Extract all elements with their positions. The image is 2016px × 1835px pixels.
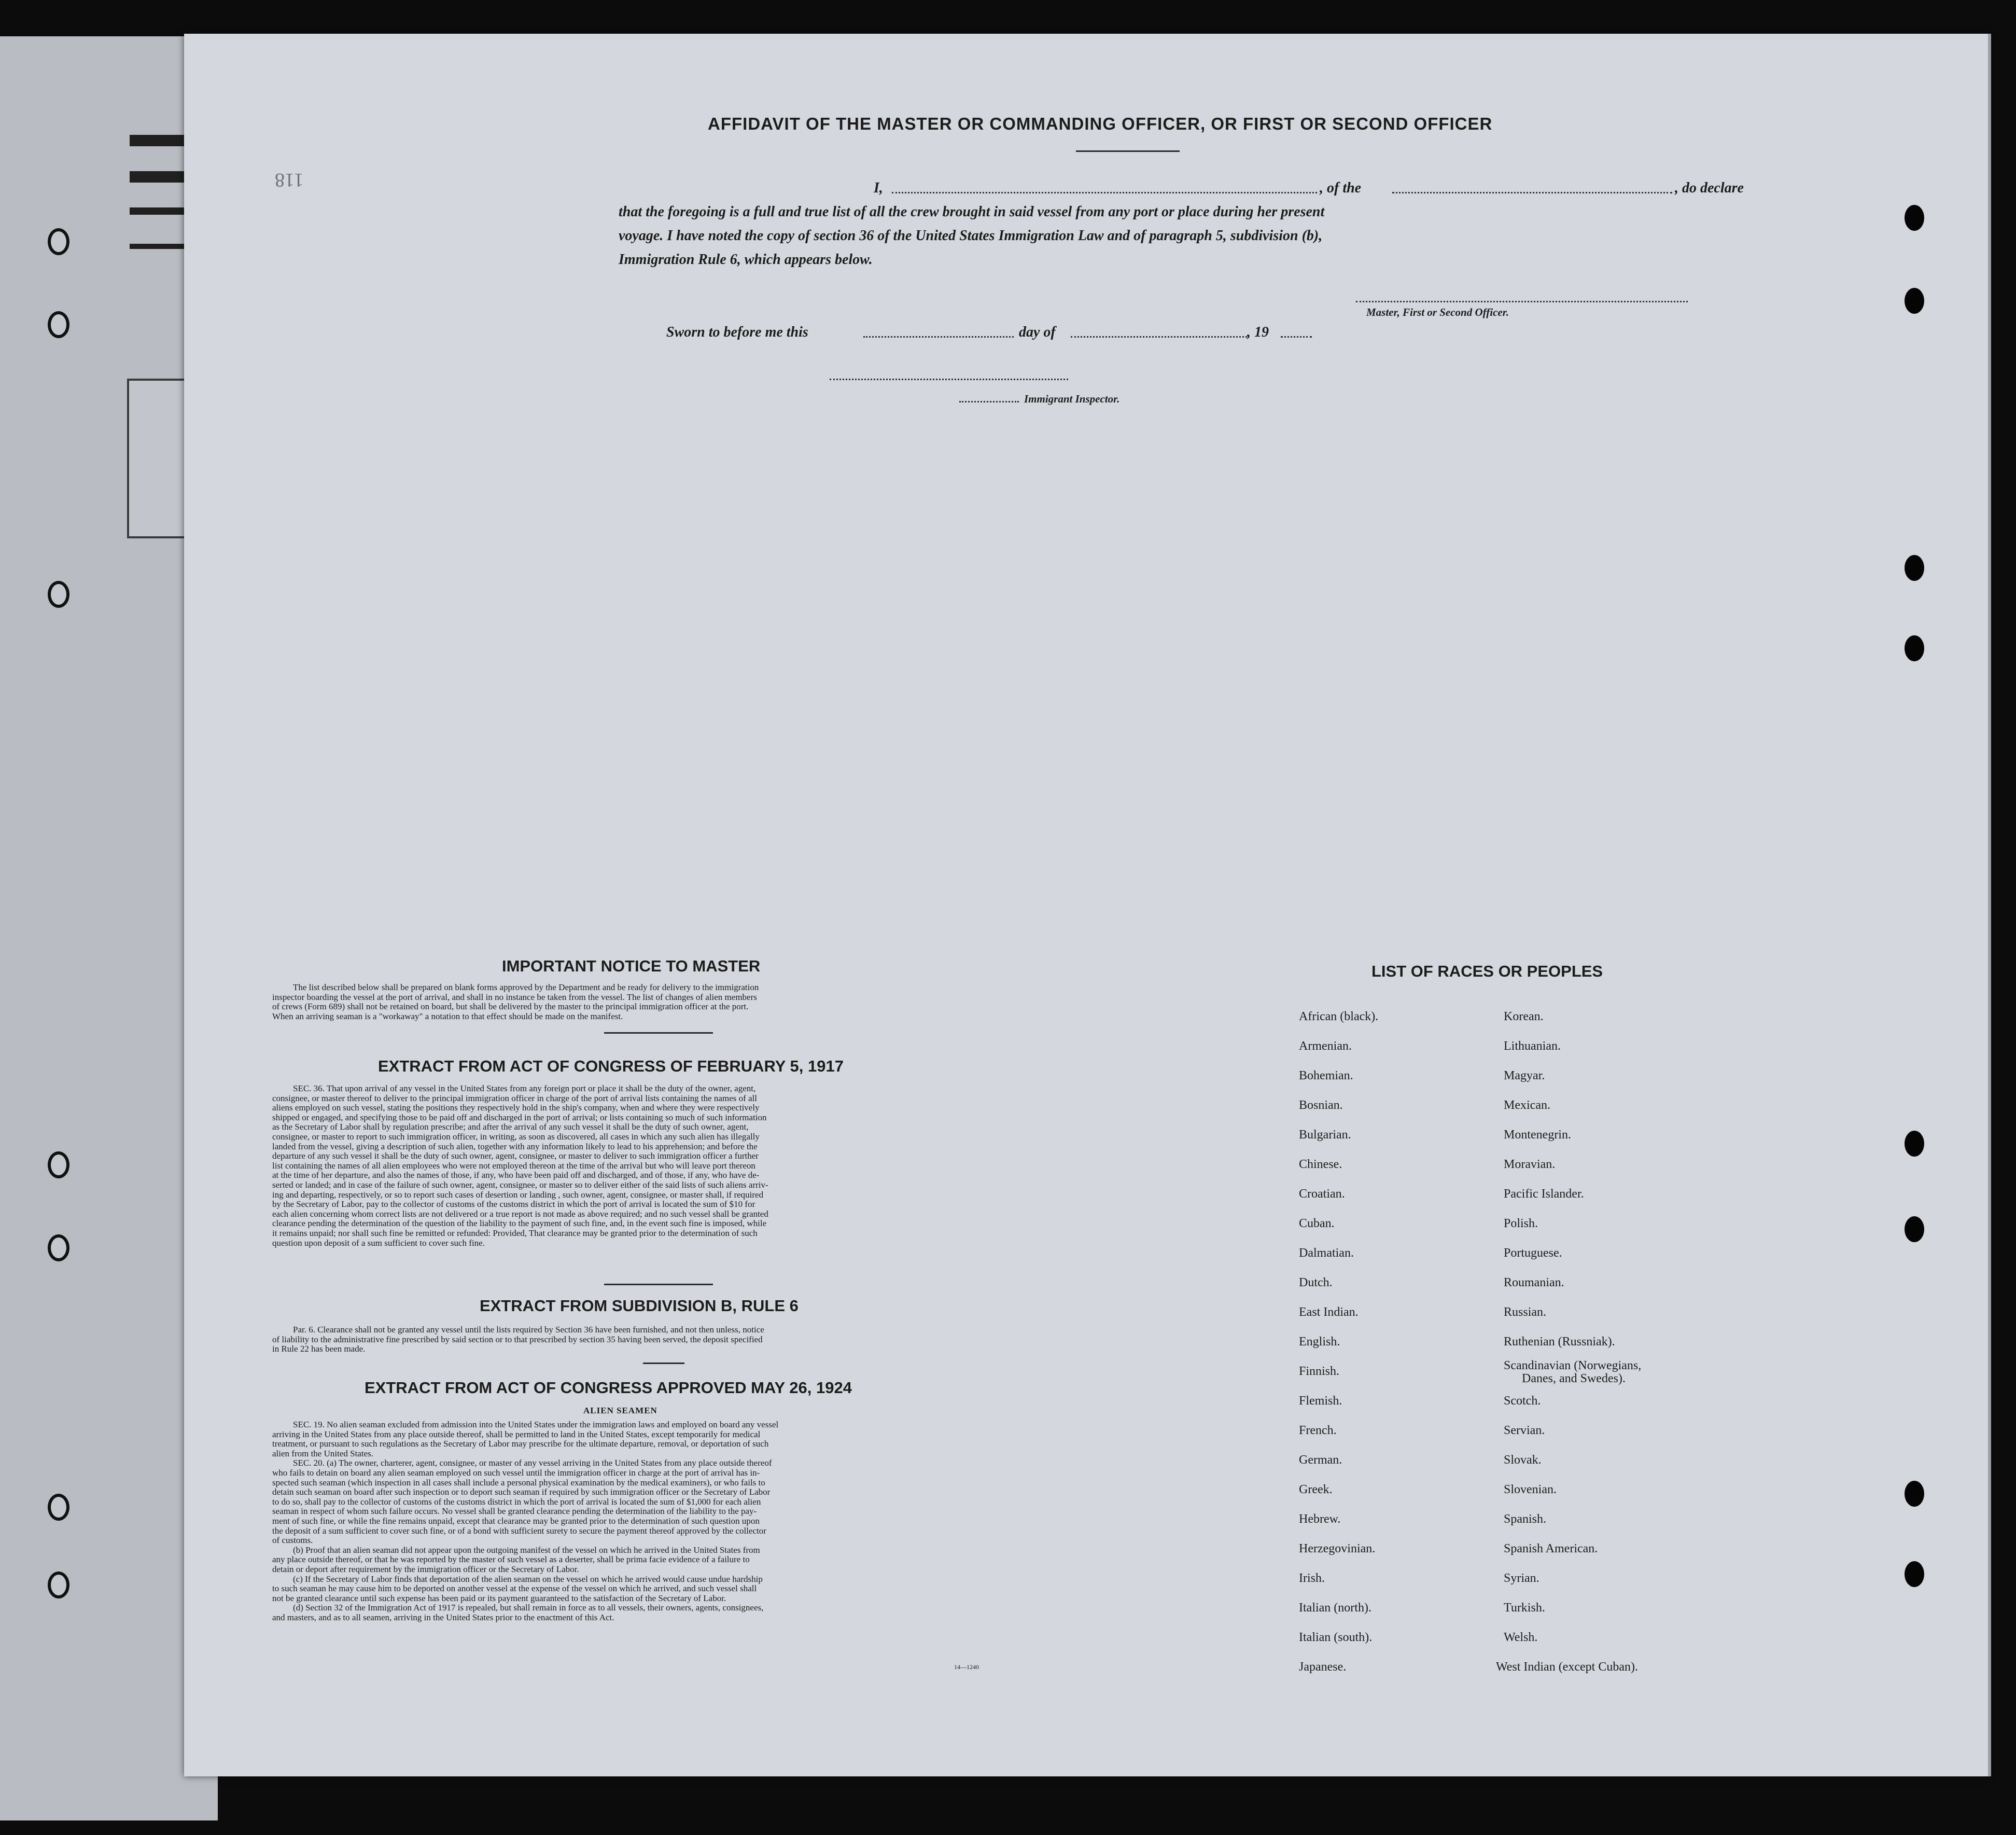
extract-1917-line: by the Secretary of Labor, pay to the collector of customs of the customs district in which the port of arrival is located the sum of $10 for — [272, 1199, 755, 1210]
extract-1924-line: treatment, or pursuant to such regulations as the Secretary of Labor may prescribe for the ultimate departure, removal, or deportation of such — [272, 1439, 769, 1449]
race-item: Italian (south). — [1299, 1631, 1373, 1644]
binder-ring-hole — [48, 311, 69, 338]
sworn-prefix: Sworn to before me this — [666, 324, 808, 340]
race-item: Hebrew. — [1299, 1512, 1341, 1526]
race-item: Croatian. — [1299, 1187, 1345, 1201]
extract-1917-line: at the time of her departure, and also the names of those, if any, who have been paid off and discharged, and of those, if any, who have de- — [272, 1170, 760, 1180]
race-item: Montenegrin. — [1504, 1128, 1571, 1142]
extract-1924-line: detain or deport after requirement by the immigration officer or the Secretary of Labor. — [272, 1564, 579, 1574]
race-item: Mexican. — [1504, 1099, 1550, 1112]
margin-number: 118 — [275, 169, 304, 191]
race-item: Dutch. — [1299, 1276, 1333, 1289]
extract-1924-line: who fails to detain on board any alien seaman employed on such vessel until the immigration officer in charge at the port of arrival has in- — [272, 1467, 760, 1478]
race-item: Scandinavian (Norwegians, — [1504, 1359, 1642, 1372]
race-item: Bulgarian. — [1299, 1128, 1351, 1142]
sworn-day-of: day of — [1019, 324, 1056, 340]
race-item: French. — [1299, 1424, 1337, 1437]
extract-1917-line: shipped or engaged, and specifying those to be paid off and discharged in the port of arrival; or lists containing so much of such information — [272, 1112, 767, 1122]
race-item: Welsh. — [1504, 1631, 1538, 1644]
race-item: West Indian (except Cuban). — [1496, 1660, 1638, 1674]
race-item: East Indian. — [1299, 1305, 1359, 1319]
race-item: Chinese. — [1299, 1158, 1342, 1171]
punch-hole — [1905, 1561, 1924, 1587]
extract-1924-subtitle: ALIEN SEAMEN — [583, 1406, 657, 1415]
punch-hole — [1905, 1131, 1924, 1157]
race-item: Slovenian. — [1504, 1483, 1557, 1496]
affidavit-title-rule — [1076, 150, 1180, 152]
punch-hole — [1905, 635, 1924, 661]
sworn-year-blank — [1281, 336, 1312, 338]
extract-1924-line: any place outside thereof, or that he was reported by the master of such vessel as a deserter, shall be prima facie evidence of a failure to — [272, 1554, 750, 1565]
race-item: Servian. — [1504, 1424, 1545, 1437]
form-page — [184, 34, 1991, 1776]
notice-line: inspector boarding the vessel at the port of arrival, and shall in no instance be taken from the vessel. The list of changes of alien members — [272, 992, 757, 1002]
race-item: Scotch. — [1504, 1394, 1541, 1408]
race-item: Spanish American. — [1504, 1542, 1598, 1555]
race-item: Irish. — [1299, 1572, 1325, 1585]
sworn-day-blank — [863, 336, 1014, 338]
extract-1924-line: ment of such fine, or while the fine remains unpaid, except that clearance may be granted prior to the determination of such question upon — [272, 1516, 760, 1526]
affidavit-i: I, — [874, 180, 883, 196]
race-item: Finnish. — [1299, 1365, 1340, 1378]
race-item: Dalmatian. — [1299, 1246, 1354, 1260]
race-item: Armenian. — [1299, 1039, 1352, 1053]
back-sheet-stamp — [127, 379, 188, 538]
extract-1924-line: (c) If the Secretary of Labor finds that deportation of the alien seaman on the vessel on which he arrived would cause undue hardship — [293, 1574, 763, 1584]
extract-1924-line: to such seaman he may cause him to be deported on another vessel at the expense of the vessel on which he arrived, and such vessel shall — [272, 1583, 757, 1594]
extract-1917-line: SEC. 36. That upon arrival of any vessel in the United States from any foreign port or place it shall be the duty of the owner, agent, — [293, 1083, 756, 1093]
extract-1924-body — [272, 1420, 1050, 1622]
extract-1924-line: detain such seaman on board after such inspection or to deport such seaman if required by such immigration officer or the Secretary of Labor — [272, 1487, 771, 1497]
affidavit-body-line: Immigration Rule 6, which appears below. — [619, 252, 873, 268]
affidavit-name-blank — [892, 192, 1317, 193]
extract-1917-line: landed from the vessel, giving a description of such alien, together with any information likely to lead to his apprehension; and before the — [272, 1141, 758, 1151]
race-item: Greek. — [1299, 1483, 1333, 1496]
extract-1924-line: the deposit of a sum sufficient to cover such fine, or of a bond with sufficient surety to secure the payment thereof approved by the collector — [272, 1525, 766, 1536]
race-item: Ruthenian (Russniak). — [1504, 1335, 1615, 1349]
notice-line: of crews (Form 689) shall not be retained on board, but shall be delivered by the master to the principal immigration officer at the port. — [272, 1002, 749, 1012]
race-item: Flemish. — [1299, 1394, 1342, 1408]
race-item: German. — [1299, 1453, 1342, 1467]
rule6-body — [272, 1325, 1050, 1354]
binder-ring-hole — [48, 1494, 69, 1521]
sworn-year: , 19 — [1247, 324, 1269, 340]
notice-title: IMPORTANT NOTICE TO MASTER — [502, 957, 761, 975]
extract-1917-title: EXTRACT FROM ACT OF CONGRESS OF FEBRUARY 5, 1917 — [378, 1057, 844, 1075]
section-rule — [604, 1284, 713, 1285]
extract-1917-line: serted or landed; and in case of the failure of such owner, agent, consignee, or master so to deliver either of the said lists of such aliens arriv- — [272, 1179, 768, 1190]
back-sheet-mark — [130, 244, 187, 249]
extract-1924-line: not be granted clearance until such expense has been paid or its payment guaranteed to the satisfaction of the Secretary of Labor. — [272, 1593, 726, 1603]
inspector-label: Immigrant Inspector. — [1024, 393, 1120, 405]
race-item: Portuguese. — [1504, 1246, 1562, 1260]
extract-1917-line: each alien concerning whom correct lists are not delivered or a true report is not made as above required; and no such vessel shall be granted — [272, 1208, 768, 1219]
extract-1924-line: SEC. 19. No alien seaman excluded from admission into the United States under the immigration laws and employed on board any vessel — [293, 1420, 779, 1429]
race-item: Slovak. — [1504, 1453, 1542, 1467]
race-item: Moravian. — [1504, 1158, 1556, 1171]
race-item: Lithuanian. — [1504, 1039, 1561, 1053]
extract-1924-line: (d) Section 32 of the Immigration Act of 1917 is repealed, but shall remain in force as to all vessels, their owners, agents, consignees, — [293, 1603, 764, 1613]
back-sheet-mark — [130, 207, 187, 215]
extract-1924-line: SEC. 20. (a) The owner, charterer, agent, consignee, or master of any vessel arriving in the United States from any place outside thereof — [293, 1458, 772, 1468]
race-item: Italian (north). — [1299, 1601, 1371, 1615]
race-item: Korean. — [1504, 1010, 1544, 1023]
inspector-label-lead — [959, 401, 1019, 402]
affidavit-title: AFFIDAVIT OF THE MASTER OR COMMANDING OFFICER, OR FIRST OR SECOND OFFICER — [708, 114, 1493, 133]
extract-1924-line: of customs. — [272, 1535, 313, 1546]
extract-1917-line: as the Secretary of Labor shall by regulation prescribe; and after the arrival of any such vessel it shall be the duty of such owner, agent, — [272, 1122, 749, 1132]
signature-blank — [1356, 301, 1688, 302]
extract-1917-line: clearance pending the determination of the question of the liability to the payment of such fine, and, in the event such fine is imposed, while — [272, 1218, 767, 1229]
race-item: Japanese. — [1299, 1660, 1347, 1674]
race-item: Turkish. — [1504, 1601, 1545, 1615]
extract-1917-line: question upon deposit of a sum sufficient to cover such fine. — [272, 1238, 485, 1248]
notice-line: The list described below shall be prepared on blank forms approved by the Department and be ready for delivery to the immigration — [293, 982, 759, 992]
rule6-title: EXTRACT FROM SUBDIVISION B, RULE 6 — [480, 1297, 799, 1315]
notice-body — [272, 983, 1050, 1021]
rule6-line: in Rule 22 has been made. — [272, 1344, 366, 1354]
extract-1917-line: departure of any such vessel it shall be the duty of such owner, agent, consignee, or master to deliver to such immigration officer a further — [272, 1151, 759, 1161]
race-item: Roumanian. — [1504, 1276, 1564, 1289]
extract-1917-line: consignee, or master to report to such immigration officer, in writing, as soon as discovered, all cases in which any such alien has illegally — [272, 1131, 760, 1142]
page-edge — [1988, 34, 1991, 1776]
extract-1924-line: to do so, shall pay to the collector of customs of the customs district in which the port of arrival is located the sum of $1,000 for each alien — [272, 1496, 761, 1507]
affidavit-body-line: voyage. I have noted the copy of section 36 of the United States Immigration Law and of paragraph 5, subdivision (b), — [619, 228, 1323, 244]
race-item: Herzegovinian. — [1299, 1542, 1376, 1555]
affidavit-of-the: , of the — [1320, 180, 1362, 196]
extract-1917-body — [272, 1084, 1050, 1248]
notice-line: When an arriving seaman is a "workaway" a notation to that effect should be made on the manifest. — [272, 1011, 623, 1021]
rule6-line: of liability to the administrative fine prescribed by said section or to that prescribed by section 35 having been served, the deposit specified — [272, 1334, 763, 1344]
race-item: Bosnian. — [1299, 1099, 1343, 1112]
race-item: Bohemian. — [1299, 1069, 1353, 1082]
extract-1924-title: EXTRACT FROM ACT OF CONGRESS APPROVED MAY 26, 1924 — [365, 1379, 852, 1397]
race-item: Polish. — [1504, 1217, 1538, 1230]
binder-ring-hole — [48, 228, 69, 255]
back-sheet-mark — [130, 135, 187, 146]
race-item: English. — [1299, 1335, 1340, 1349]
affidavit-vessel-blank — [1392, 192, 1672, 193]
extract-1924-line: seaman in respect of whom such failure occurs. No vessel shall be granted clearance pending the determination of the liability to the pay- — [272, 1506, 757, 1517]
extract-1924-line: and masters, and as to all seamen, arriving in the United States prior to the enactment of this Act. — [272, 1612, 614, 1622]
section-rule — [643, 1363, 684, 1364]
race-item: Russian. — [1504, 1305, 1547, 1319]
binder-ring-hole — [48, 581, 69, 608]
affidavit-body-line: that the foregoing is a full and true list of all the crew brought in said vessel from any port or place during her present — [619, 204, 1325, 220]
punch-hole — [1905, 1481, 1924, 1507]
races-title: LIST OF RACES OR PEOPLES — [1371, 962, 1603, 980]
extract-1924-line: spected such seaman (which inspection in all cases shall include a personal physical examination by the medical examiners), or who fails to — [272, 1477, 765, 1488]
punch-hole — [1905, 205, 1924, 231]
inspector-signature-blank — [830, 379, 1068, 380]
extract-1917-line: list containing the names of all alien employees who were not employed thereon at the time of the arrival but who will leave port thereon — [272, 1160, 755, 1171]
signature-label: Master, First or Second Officer. — [1366, 306, 1509, 318]
punch-hole — [1905, 288, 1924, 314]
affidavit-do-declare: , do declare — [1675, 180, 1744, 196]
punch-hole — [1905, 1216, 1924, 1242]
race-item: African (black). — [1299, 1010, 1379, 1023]
race-item: Syrian. — [1504, 1572, 1539, 1585]
extract-1917-line: consignee, or master thereof to deliver to the principal immigration officer in charge of the port of arrival lists containing the names of all — [272, 1093, 758, 1103]
rule6-line: Par. 6. Clearance shall not be granted any vessel until the lists required by Section 36 have been furnished, and not then unless, notice — [293, 1325, 764, 1334]
sworn-month-blank — [1071, 336, 1247, 338]
section-rule — [604, 1032, 713, 1034]
race-item: Cuban. — [1299, 1217, 1335, 1230]
race-item: Magyar. — [1504, 1069, 1545, 1082]
race-item: Danes, and Swedes). — [1522, 1372, 1626, 1385]
back-sheet-mark — [130, 171, 187, 183]
race-item: Spanish. — [1504, 1512, 1547, 1526]
extract-1924-line: arriving in the United States from any place outside thereof, shall be permitted to land in the United States, except temporarily for medical — [272, 1429, 761, 1439]
binder-ring-hole — [48, 1572, 69, 1598]
form-number: 14—1240 — [954, 1663, 979, 1671]
binder-ring-hole — [48, 1234, 69, 1261]
extract-1917-line: ing and departing, respectively, or so to report such cases of desertion or landing , such owner, agent, consignee, or master shall, if required — [272, 1189, 764, 1200]
extract-1924-line: (b) Proof that an alien seaman did not appear upon the outgoing manifest of the vessel on which he arrived in the United States from — [293, 1545, 760, 1555]
race-item: Pacific Islander. — [1504, 1187, 1584, 1201]
extract-1917-line: it remains unpaid; nor shall such fine be remitted or refunded: Provided, That clearance may be granted prior to the determination of such — [272, 1228, 758, 1238]
binder-ring-hole — [48, 1151, 69, 1178]
extract-1924-line: alien from the United States. — [272, 1448, 373, 1458]
extract-1917-line: aliens employed on such vessel, stating the positions they respectively hold in the ship's company, when and where they were respectively — [272, 1103, 760, 1113]
punch-hole — [1905, 555, 1924, 581]
